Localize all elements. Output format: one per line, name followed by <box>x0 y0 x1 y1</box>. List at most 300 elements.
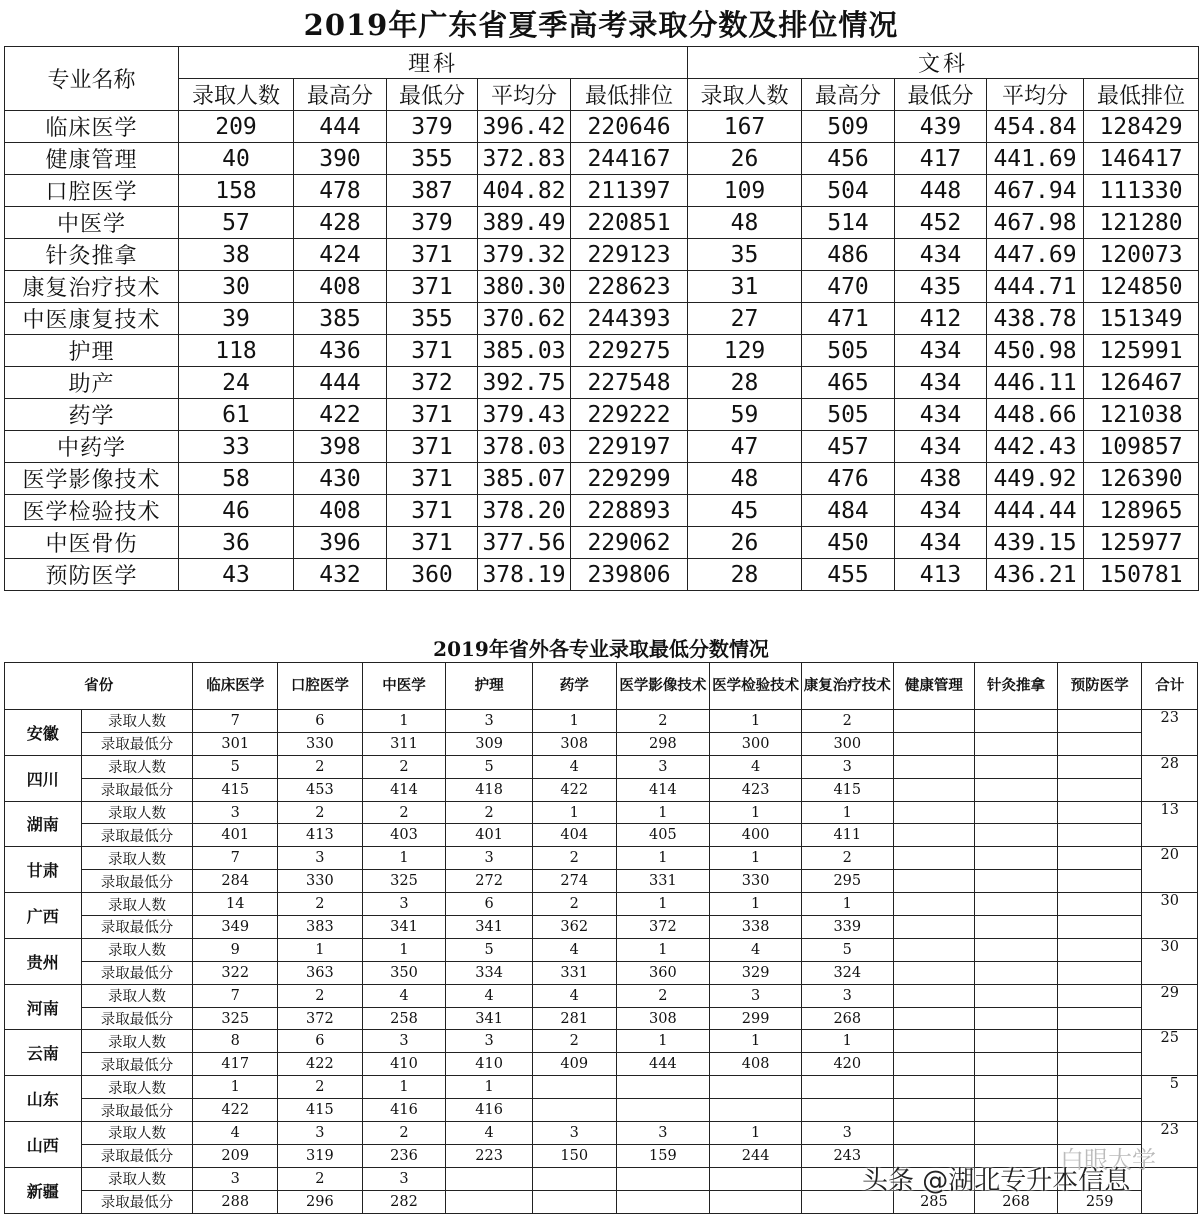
major-name-cell: 药学 <box>5 399 179 431</box>
count-value-cell <box>801 1076 893 1099</box>
min-value-cell: 401 <box>446 824 533 847</box>
min-value-cell: 413 <box>278 824 363 847</box>
science-value-cell: 378.20 <box>478 495 571 527</box>
count-value-cell <box>975 1030 1058 1053</box>
science-value-cell: 371 <box>387 271 478 303</box>
count-value-cell: 1 <box>616 893 710 916</box>
province-min-row <box>5 870 1198 893</box>
science-value-cell: 30 <box>179 271 294 303</box>
count-value-cell <box>975 847 1058 870</box>
total-value-cell: 13 <box>1142 801 1198 847</box>
science-value-cell: 385.03 <box>478 335 571 367</box>
count-value-cell: 3 <box>616 755 710 778</box>
major-name-cell: 中医骨伤 <box>5 527 179 559</box>
arts-value-cell: 35 <box>688 239 802 271</box>
science-value-cell: 209 <box>179 111 294 143</box>
arts-value-cell: 111330 <box>1084 175 1199 207</box>
watermark-ghost: 白眼大学 <box>1060 1146 1156 1174</box>
min-value-cell <box>893 1099 975 1122</box>
science-value-cell: 370.62 <box>478 303 571 335</box>
min-value-cell: 308 <box>616 1007 710 1030</box>
min-value-cell <box>1057 916 1142 939</box>
count-value-cell <box>975 893 1058 916</box>
total-value-cell: 25 <box>1142 1030 1198 1076</box>
science-value-cell: 371 <box>387 495 478 527</box>
min-value-cell <box>975 961 1058 984</box>
arts-value-cell: 454.84 <box>987 111 1084 143</box>
count-value-cell: 8 <box>193 1030 278 1053</box>
province-count-row <box>5 755 1198 778</box>
header-row <box>5 47 1199 79</box>
arts-value-cell: 121280 <box>1084 207 1199 239</box>
major-header: 康复治疗技术 <box>801 663 893 710</box>
arts-value-cell: 484 <box>802 495 895 527</box>
arts-value-cell: 150781 <box>1084 559 1199 591</box>
count-label-cell: 录取人数 <box>81 1122 193 1145</box>
table-row <box>5 335 1199 367</box>
count-value-cell <box>616 1076 710 1099</box>
count-value-cell <box>893 1030 975 1053</box>
arts-value-cell: 441.69 <box>987 143 1084 175</box>
min-value-cell <box>975 1053 1058 1076</box>
count-value-cell: 4 <box>362 984 446 1007</box>
min-value-cell: 298 <box>616 732 710 755</box>
count-value-cell: 2 <box>278 1167 363 1190</box>
min-value-cell: 418 <box>446 778 533 801</box>
table-row <box>5 207 1199 239</box>
min-value-cell: 281 <box>532 1007 616 1030</box>
total-value-cell: 20 <box>1142 847 1198 893</box>
arts-value-cell: 439 <box>895 111 987 143</box>
count-value-cell: 9 <box>193 938 278 961</box>
arts-value-cell: 31 <box>688 271 802 303</box>
province-count-row <box>5 938 1198 961</box>
science-value-cell: 408 <box>294 271 387 303</box>
count-value-cell: 3 <box>801 984 893 1007</box>
arts-value-cell: 126467 <box>1084 367 1199 399</box>
count-value-cell <box>1057 755 1142 778</box>
province-name-cell: 广西 <box>5 893 82 939</box>
min-value-cell: 414 <box>616 778 710 801</box>
arts-value-cell: 504 <box>802 175 895 207</box>
science-value-cell: 61 <box>179 399 294 431</box>
arts-value-cell: 486 <box>802 239 895 271</box>
arts-value-cell: 434 <box>895 527 987 559</box>
arts-value-cell: 452 <box>895 207 987 239</box>
major-name-cell: 康复治疗技术 <box>5 271 179 303</box>
arts-value-cell: 434 <box>895 399 987 431</box>
min-value-cell <box>893 916 975 939</box>
count-value-cell: 4 <box>710 938 802 961</box>
min-value-cell: 338 <box>710 916 802 939</box>
science-value-cell: 432 <box>294 559 387 591</box>
count-value-cell: 2 <box>278 984 363 1007</box>
min-value-cell: 341 <box>446 916 533 939</box>
arts-value-cell: 125991 <box>1084 335 1199 367</box>
min-value-cell <box>975 870 1058 893</box>
arts-value-cell: 48 <box>688 207 802 239</box>
min-value-cell: 408 <box>710 1053 802 1076</box>
arts-value-cell: 417 <box>895 143 987 175</box>
count-value-cell: 14 <box>193 893 278 916</box>
science-value-cell: 424 <box>294 239 387 271</box>
science-value-cell: 220646 <box>571 111 688 143</box>
arts-value-cell: 26 <box>688 143 802 175</box>
table-row <box>5 111 1199 143</box>
province-count-row <box>5 847 1198 870</box>
min-value-cell: 209 <box>193 1144 278 1167</box>
science-value-cell: 229299 <box>571 463 688 495</box>
count-value-cell: 3 <box>362 1030 446 1053</box>
count-value-cell <box>1057 1030 1142 1053</box>
min-value-cell <box>1057 1053 1142 1076</box>
arts-value-cell: 434 <box>895 495 987 527</box>
major-name-cell: 中医学 <box>5 207 179 239</box>
science-value-cell: 404.82 <box>478 175 571 207</box>
count-value-cell <box>975 710 1058 733</box>
count-value-cell <box>893 847 975 870</box>
arts-value-cell: 448.66 <box>987 399 1084 431</box>
count-value-cell <box>975 755 1058 778</box>
min-label-cell: 录取最低分 <box>81 1099 193 1122</box>
count-label-cell: 录取人数 <box>81 1030 193 1053</box>
province-name-cell: 河南 <box>5 984 82 1030</box>
out-of-province-table <box>4 662 1198 1214</box>
table-row <box>5 559 1199 591</box>
science-value-cell: 389.49 <box>478 207 571 239</box>
province-min-row <box>5 824 1198 847</box>
science-value-cell: 355 <box>387 143 478 175</box>
arts-value-cell: 129 <box>688 335 802 367</box>
science-value-cell: 379.43 <box>478 399 571 431</box>
table-row <box>5 303 1199 335</box>
min-value-cell <box>975 778 1058 801</box>
min-value-cell: 295 <box>801 870 893 893</box>
count-value-cell: 1 <box>616 1030 710 1053</box>
arts-value-cell: 412 <box>895 303 987 335</box>
arts-value-cell: 509 <box>802 111 895 143</box>
min-value-cell: 360 <box>616 961 710 984</box>
province-name-cell: 山西 <box>5 1122 82 1168</box>
min-label-cell: 录取最低分 <box>81 732 193 755</box>
min-value-cell <box>975 732 1058 755</box>
min-value-cell <box>893 1007 975 1030</box>
min-value-cell: 325 <box>362 870 446 893</box>
count-value-cell: 7 <box>193 710 278 733</box>
count-value-cell <box>710 1076 802 1099</box>
major-header: 健康管理 <box>893 663 975 710</box>
min-value-cell: 334 <box>446 961 533 984</box>
min-value-cell: 268 <box>975 1190 1058 1213</box>
column-header: 最低排位 <box>1084 79 1199 111</box>
arts-value-cell: 126390 <box>1084 463 1199 495</box>
min-value-cell: 372 <box>278 1007 363 1030</box>
table-row <box>5 463 1199 495</box>
count-value-cell: 3 <box>193 1167 278 1190</box>
min-value-cell: 411 <box>801 824 893 847</box>
major-header: 药学 <box>532 663 616 710</box>
count-label-cell: 录取人数 <box>81 984 193 1007</box>
count-value-cell: 2 <box>278 893 363 916</box>
count-value-cell <box>1057 801 1142 824</box>
min-value-cell: 319 <box>278 1144 363 1167</box>
count-value-cell <box>975 1076 1058 1099</box>
province-min-row <box>5 778 1198 801</box>
count-value-cell: 3 <box>193 801 278 824</box>
min-value-cell <box>1057 870 1142 893</box>
science-value-cell: 436 <box>294 335 387 367</box>
science-value-cell: 43 <box>179 559 294 591</box>
count-value-cell: 1 <box>710 710 802 733</box>
count-value-cell <box>893 801 975 824</box>
arts-value-cell: 457 <box>802 431 895 463</box>
arts-value-cell: 128965 <box>1084 495 1199 527</box>
science-value-cell: 38 <box>179 239 294 271</box>
count-value-cell: 2 <box>801 710 893 733</box>
count-value-cell: 3 <box>278 847 363 870</box>
arts-value-cell: 444.71 <box>987 271 1084 303</box>
table-row <box>5 399 1199 431</box>
total-value-cell: 30 <box>1142 893 1198 939</box>
min-value-cell <box>1057 732 1142 755</box>
min-value-cell <box>893 824 975 847</box>
min-value-cell: 300 <box>710 732 802 755</box>
science-value-cell: 229123 <box>571 239 688 271</box>
min-value-cell: 444 <box>616 1053 710 1076</box>
count-value-cell: 4 <box>532 755 616 778</box>
science-value-cell: 227548 <box>571 367 688 399</box>
column-header: 平均分 <box>987 79 1084 111</box>
arts-value-cell: 476 <box>802 463 895 495</box>
major-name-cell: 健康管理 <box>5 143 179 175</box>
total-value-cell: 30 <box>1142 938 1198 984</box>
science-value-cell: 385 <box>294 303 387 335</box>
science-value-cell: 385.07 <box>478 463 571 495</box>
count-value-cell: 3 <box>446 1030 533 1053</box>
min-value-cell <box>1057 961 1142 984</box>
min-value-cell: 350 <box>362 961 446 984</box>
min-value-cell: 331 <box>532 961 616 984</box>
count-label-cell: 录取人数 <box>81 1076 193 1099</box>
major-name-cell: 中药学 <box>5 431 179 463</box>
science-value-cell: 118 <box>179 335 294 367</box>
min-value-cell <box>1057 1007 1142 1030</box>
min-value-cell <box>975 1099 1058 1122</box>
count-value-cell: 1 <box>362 938 446 961</box>
min-value-cell: 296 <box>278 1190 363 1213</box>
science-value-cell: 355 <box>387 303 478 335</box>
count-value-cell: 3 <box>446 847 533 870</box>
major-name-cell: 中医康复技术 <box>5 303 179 335</box>
count-value-cell: 2 <box>362 755 446 778</box>
min-value-cell <box>893 778 975 801</box>
min-value-cell: 410 <box>362 1053 446 1076</box>
table-row <box>5 143 1199 175</box>
min-value-cell <box>616 1190 710 1213</box>
major-header: 临床医学 <box>193 663 278 710</box>
count-value-cell: 4 <box>532 984 616 1007</box>
min-value-cell <box>1057 778 1142 801</box>
min-value-cell: 341 <box>446 1007 533 1030</box>
min-value-cell: 301 <box>193 732 278 755</box>
arts-value-cell: 413 <box>895 559 987 591</box>
arts-value-cell: 438 <box>895 463 987 495</box>
science-value-cell: 211397 <box>571 175 688 207</box>
min-value-cell: 330 <box>278 870 363 893</box>
count-value-cell: 1 <box>532 801 616 824</box>
arts-value-cell: 442.43 <box>987 431 1084 463</box>
count-value-cell <box>975 984 1058 1007</box>
min-value-cell: 309 <box>446 732 533 755</box>
count-value-cell: 1 <box>362 710 446 733</box>
min-value-cell: 329 <box>710 961 802 984</box>
min-value-cell: 223 <box>446 1144 533 1167</box>
major-name-cell: 助产 <box>5 367 179 399</box>
count-value-cell: 1 <box>362 847 446 870</box>
province-name-cell: 安徽 <box>5 710 82 756</box>
min-value-cell: 400 <box>710 824 802 847</box>
arts-value-cell: 450 <box>802 527 895 559</box>
major-header: 中医学 <box>362 663 446 710</box>
count-label-cell: 录取人数 <box>81 893 193 916</box>
guangdong-admission-table <box>4 46 1199 591</box>
science-value-cell: 390 <box>294 143 387 175</box>
major-name-cell: 医学影像技术 <box>5 463 179 495</box>
count-label-cell: 录取人数 <box>81 710 193 733</box>
total-value-cell: 5 <box>1142 1076 1198 1122</box>
min-value-cell: 363 <box>278 961 363 984</box>
arts-value-cell: 467.98 <box>987 207 1084 239</box>
count-value-cell <box>893 1076 975 1099</box>
arts-value-cell: 124850 <box>1084 271 1199 303</box>
count-value-cell: 1 <box>278 938 363 961</box>
count-value-cell: 3 <box>710 984 802 1007</box>
min-value-cell: 401 <box>193 824 278 847</box>
min-value-cell: 415 <box>193 778 278 801</box>
column-header: 平均分 <box>478 79 571 111</box>
min-value-cell: 416 <box>362 1099 446 1122</box>
arts-value-cell: 125977 <box>1084 527 1199 559</box>
count-value-cell: 2 <box>362 1122 446 1145</box>
count-value-cell: 1 <box>801 893 893 916</box>
count-value-cell: 3 <box>801 755 893 778</box>
count-value-cell: 3 <box>362 1167 446 1190</box>
science-value-cell: 229062 <box>571 527 688 559</box>
major-name-cell: 护理 <box>5 335 179 367</box>
min-value-cell: 236 <box>362 1144 446 1167</box>
min-value-cell: 362 <box>532 916 616 939</box>
science-value-cell: 24 <box>179 367 294 399</box>
count-value-cell: 1 <box>193 1076 278 1099</box>
count-value-cell <box>616 1167 710 1190</box>
major-name-header: 专业名称 <box>5 47 179 111</box>
science-value-cell: 371 <box>387 431 478 463</box>
count-value-cell <box>975 1122 1058 1145</box>
min-value-cell: 274 <box>532 870 616 893</box>
count-label-cell: 录取人数 <box>81 801 193 824</box>
major-header: 医学检验技术 <box>710 663 802 710</box>
min-value-cell: 325 <box>193 1007 278 1030</box>
count-value-cell: 1 <box>801 801 893 824</box>
arts-value-cell: 447.69 <box>987 239 1084 271</box>
science-value-cell: 228623 <box>571 271 688 303</box>
count-value-cell: 1 <box>616 801 710 824</box>
count-value-cell: 2 <box>616 984 710 1007</box>
total-value-cell: 29 <box>1142 984 1198 1030</box>
min-label-cell: 录取最低分 <box>81 961 193 984</box>
min-label-cell: 录取最低分 <box>81 1053 193 1076</box>
arts-value-cell: 456 <box>802 143 895 175</box>
min-value-cell <box>975 916 1058 939</box>
province-count-row <box>5 984 1198 1007</box>
min-value-cell: 422 <box>532 778 616 801</box>
science-value-cell: 379 <box>387 111 478 143</box>
min-value-cell: 259 <box>1057 1190 1142 1213</box>
min-value-cell: 422 <box>193 1099 278 1122</box>
major-name-cell: 预防医学 <box>5 559 179 591</box>
table-row <box>5 175 1199 207</box>
count-value-cell: 3 <box>278 1122 363 1145</box>
count-value-cell <box>893 755 975 778</box>
science-value-cell: 428 <box>294 207 387 239</box>
science-value-cell: 372.83 <box>478 143 571 175</box>
province-min-row <box>5 961 1198 984</box>
min-value-cell <box>893 1053 975 1076</box>
arts-value-cell: 167 <box>688 111 802 143</box>
science-value-cell: 244393 <box>571 303 688 335</box>
min-value-cell: 417 <box>193 1053 278 1076</box>
province-name-cell: 贵州 <box>5 938 82 984</box>
count-value-cell: 7 <box>193 847 278 870</box>
doc2-title: 2019年省外各专业录取最低分数情况 <box>433 637 769 661</box>
arts-value-cell: 450.98 <box>987 335 1084 367</box>
major-header: 医学影像技术 <box>616 663 710 710</box>
min-value-cell: 339 <box>801 916 893 939</box>
science-value-cell: 58 <box>179 463 294 495</box>
major-name-cell: 口腔医学 <box>5 175 179 207</box>
province-count-row <box>5 1122 1198 1145</box>
arts-value-cell: 505 <box>802 399 895 431</box>
count-value-cell: 1 <box>710 847 802 870</box>
major-header: 护理 <box>446 663 533 710</box>
arts-value-cell: 449.92 <box>987 463 1084 495</box>
count-value-cell: 1 <box>532 710 616 733</box>
arts-value-cell: 28 <box>688 367 802 399</box>
arts-value-cell: 444.44 <box>987 495 1084 527</box>
arts-value-cell: 470 <box>802 271 895 303</box>
min-value-cell: 415 <box>278 1099 363 1122</box>
count-value-cell: 2 <box>532 1030 616 1053</box>
total-value-cell: 28 <box>1142 755 1198 801</box>
science-value-cell: 33 <box>179 431 294 463</box>
count-value-cell <box>1057 1076 1142 1099</box>
count-value-cell: 5 <box>446 938 533 961</box>
min-label-cell: 录取最低分 <box>81 870 193 893</box>
min-value-cell: 308 <box>532 732 616 755</box>
min-value-cell: 322 <box>193 961 278 984</box>
science-value-cell: 444 <box>294 367 387 399</box>
min-label-cell: 录取最低分 <box>81 824 193 847</box>
science-value-cell: 371 <box>387 239 478 271</box>
count-value-cell: 3 <box>616 1122 710 1145</box>
province-min-row <box>5 1099 1198 1122</box>
arts-value-cell: 514 <box>802 207 895 239</box>
arts-value-cell: 109857 <box>1084 431 1199 463</box>
province-count-row <box>5 801 1198 824</box>
count-value-cell: 2 <box>278 755 363 778</box>
min-value-cell: 282 <box>362 1190 446 1213</box>
arts-value-cell: 439.15 <box>987 527 1084 559</box>
